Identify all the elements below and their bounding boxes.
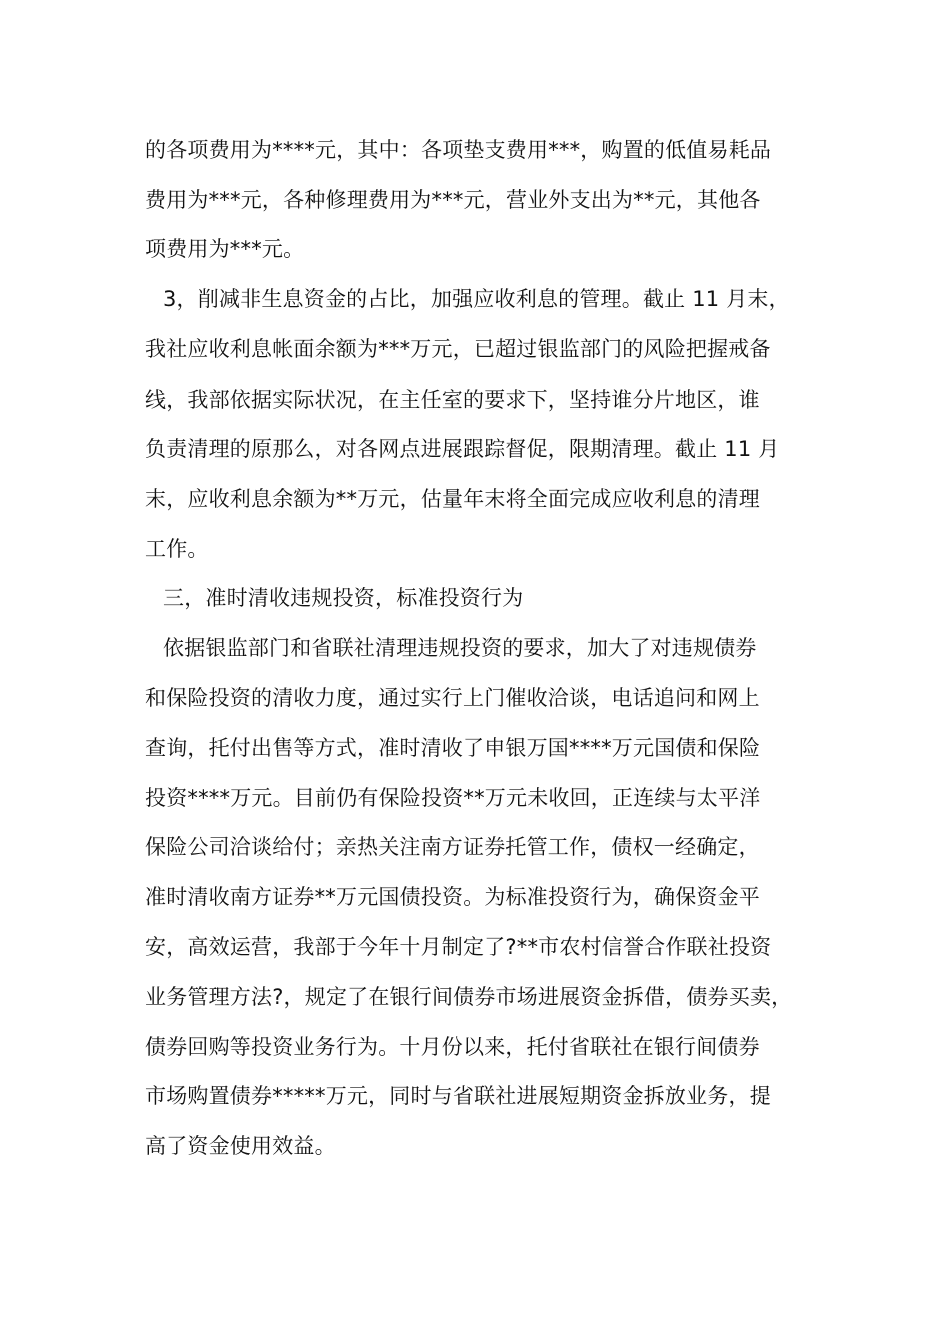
text-line-12: 和保险投资的清收力度，通过实行上门催收洽谈，电话追问和网上 (145, 686, 760, 710)
text-line-17: 安，高效运营，我部于今年十月制定了?**市农村信誉合作联社投资 (145, 935, 772, 959)
text-line-5: 我社应收利息帐面余额为***万元，已超过银监部门的风险把握戒备 (145, 337, 771, 361)
text-line-3: 项费用为***元。 (145, 237, 305, 261)
text-line-7: 负责清理的原那么，对各网点进展跟踪督促，限期清理。截止 11 月 (145, 437, 780, 461)
text-line-15: 保险公司洽谈给付；亲热关注南方证券托管工作，债权一经确定， (145, 835, 760, 859)
text-line-6: 线，我部依据实际状况，在主任室的要求下，坚持谁分片地区，谁 (145, 388, 760, 412)
text-line-18: 业务管理方法?，规定了在银行间债券市场进展资金拆借，债券买卖， (145, 985, 793, 1009)
text-line-16: 准时清收南方证券**万元国债投资。为标准投资行为，确保资金平 (145, 885, 760, 909)
text-line-14: 投资****万元。目前仍有保险投资**万元未收回，正连续与太平洋 (145, 786, 761, 810)
text-line-21: 高了资金使用效益。 (145, 1134, 336, 1158)
text-line-2: 费用为***元，各种修理费用为***元，营业外支出为**元，其他各 (145, 188, 761, 212)
text-line-9: 工作。 (145, 537, 209, 561)
text-line-8: 末，应收利息余额为**万元，估量年末将全面完成应收利息的清理 (145, 487, 760, 511)
text-line-20: 市场购置债券*****万元，同时与省联社进展短期资金拆放业务，提 (145, 1084, 771, 1108)
text-line-1: 的各项费用为****元，其中：各项垫支费用***，购置的低值易耗品 (145, 138, 772, 162)
section-heading: 三，准时清收违规投资，标准投资行为 (163, 586, 524, 610)
text-line-4: 3，削减非生息资金的占比，加强应收利息的管理。截止 11 月末， (163, 287, 790, 311)
text-line-13: 查询，托付出售等方式，准时清收了申银万国****万元国债和保险 (145, 736, 761, 760)
text-line-19: 债券回购等投资业务行为。十月份以来，托付省联社在银行间债券 (145, 1035, 760, 1059)
text-line-11: 依据银监部门和省联社清理违规投资的要求，加大了对违规债券 (163, 636, 757, 660)
